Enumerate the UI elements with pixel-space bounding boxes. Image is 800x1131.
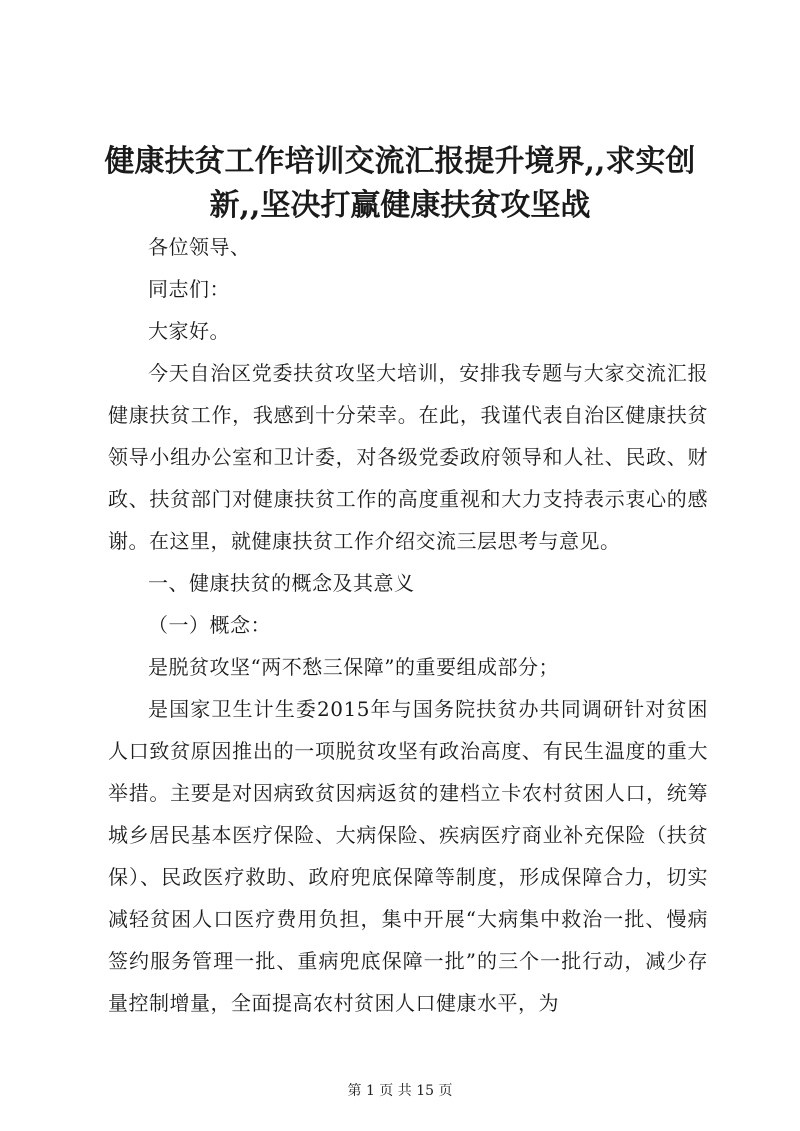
concept-paragraph-2: 是国家卫生计生委2015年与国务院扶贫办共同调研针对贫困人口致贫原因推出的一项脱贫攻坚有政治高度、有民生温度的重大举措。主要是对因病致贫因病返贫的建档立卡农村贫困人口，统筹城乡居民基本医疗保险、大病保险、疾病医疗商业补充保险（扶贫保）、民政医疗救助、政府兜底保障等制度，形成保障合力，切实减轻贫困人口医疗费用负担，集中开展“大病集中救治一批、慢病签约服务管理一批、重病兜底保障一批”的三个一批行动，减少存量控制增量，全面提高农村贫困人口健康水平，为: [108, 697, 708, 1015]
greeting: 大家好。: [148, 319, 230, 343]
salutation-leaders: 各位领导、: [148, 235, 251, 259]
intro-paragraph: 今天自治区党委扶贫攻坚大培训，安排我专题与大家交流汇报健康扶贫工作，我感到十分荣幸。在此，我谨代表自治区健康扶贫领导小组办公室和卫计委，对各级党委政府领导和人社、民政、财政、扶贫部门对健康扶贫工作的高度重视和大力支持表示衷心的感谢。在这里，就健康扶贫工作介绍交流三层思考与意见。: [108, 361, 708, 553]
salutation-comrades: 同志们：: [148, 277, 230, 301]
document-title-line-1: 健康扶贫工作培训交流汇报提升境界,,求实创: [104, 144, 696, 179]
section-heading-1: 一、健康扶贫的概念及其意义: [148, 571, 415, 595]
concept-paragraph-1: 是脱贫攻坚“两不愁三保障”的重要组成部分；: [148, 655, 559, 679]
document-title-line-2: 新,,坚决打赢健康扶贫攻坚战: [209, 188, 591, 223]
document-body: [108, 226, 708, 1024]
subsection-heading-1: （一）概念：: [148, 613, 271, 637]
page-number-footer: 第 1 页 共 15 页: [347, 1083, 453, 1099]
